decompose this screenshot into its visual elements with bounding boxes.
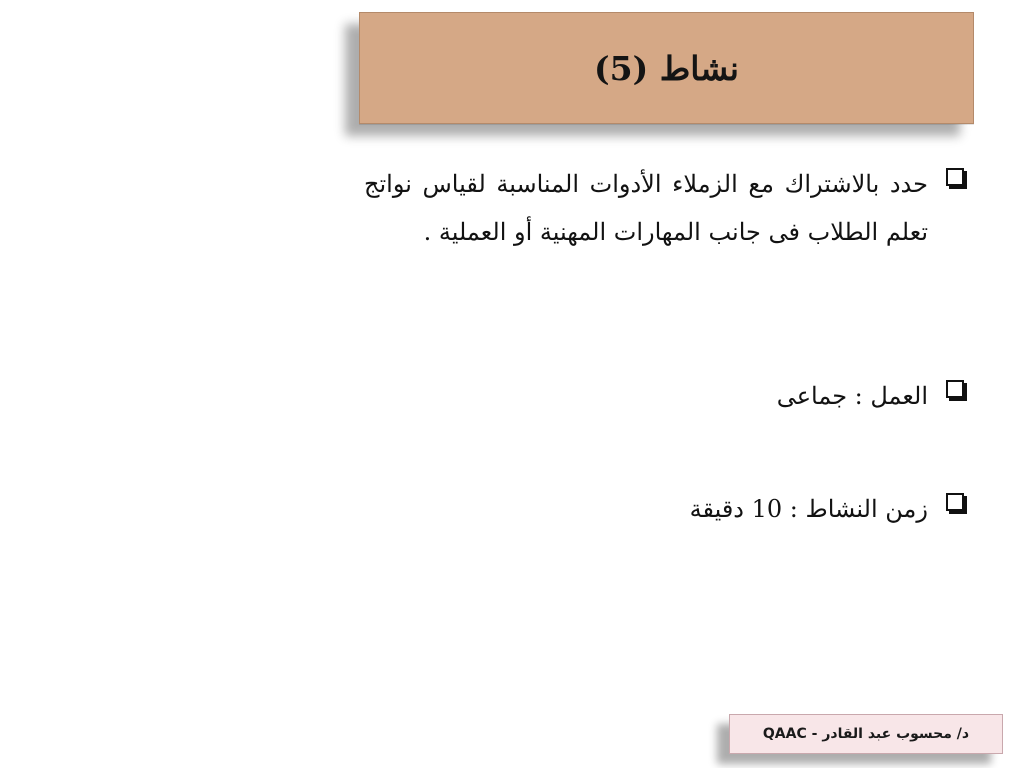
bullet-text: حدد بالاشتراك مع الزملاء الأدوات المناسبة لقياس نواتج تعلم الطلاب فى جانب المهارات المهنية أو العملية .	[364, 170, 928, 246]
checkbox-bullet-icon	[946, 493, 964, 511]
bullet-text: العمل : جماعى	[776, 382, 928, 410]
footer-author: د/ محسوب عبد القادر - QAAC	[762, 726, 970, 742]
checkbox-bullet-icon	[946, 380, 964, 398]
bullet-text: زمن النشاط : 10 دقيقة	[689, 495, 928, 523]
bullet-item-work-mode	[664, 372, 964, 420]
bullet-item-activity-duration	[604, 485, 964, 533]
slide-title-box	[359, 12, 974, 124]
bullet-item-activity-task	[364, 160, 964, 256]
footer-box	[729, 714, 1003, 754]
slide-title: نشاط (5)	[594, 48, 739, 88]
checkbox-bullet-icon	[946, 168, 964, 186]
